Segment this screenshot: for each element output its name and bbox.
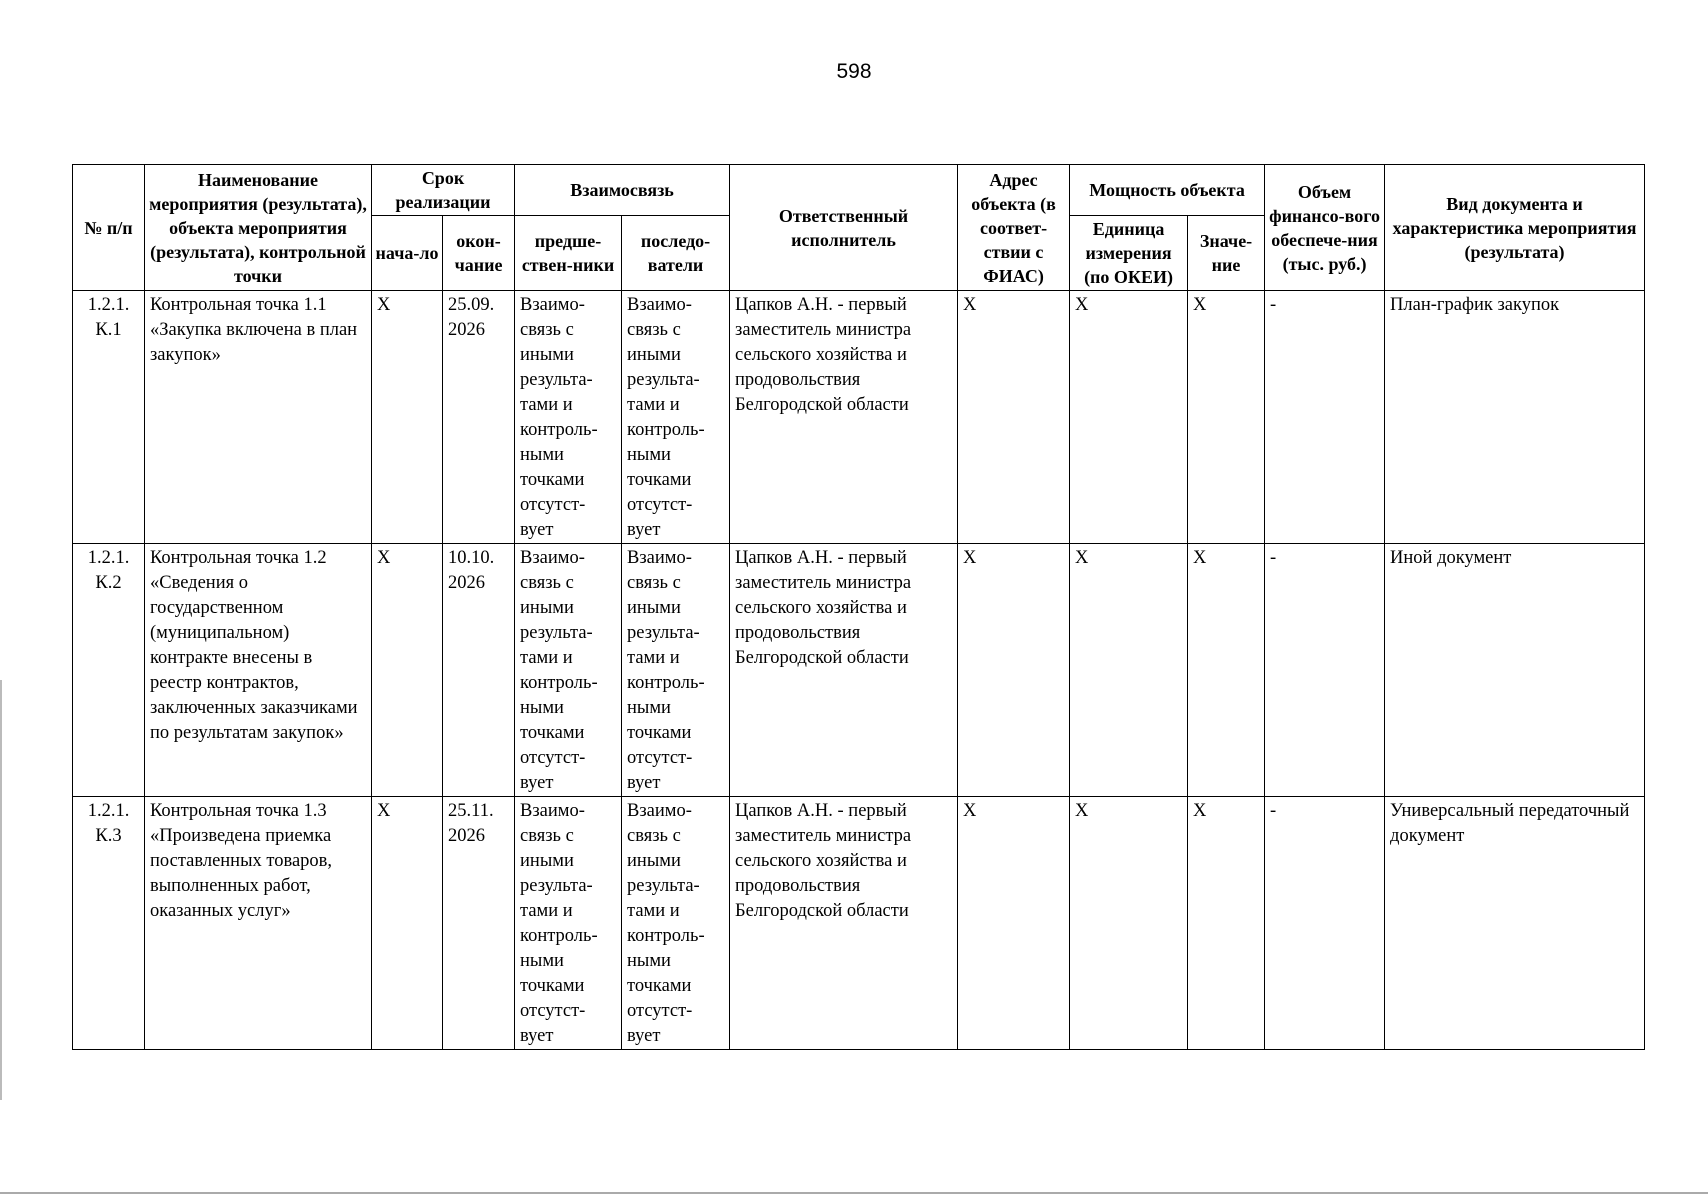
cell-unit: X (1070, 291, 1188, 544)
cell-start: X (372, 544, 443, 797)
header-address: Адрес объекта (в соответ-ствии с ФИАС) (958, 165, 1070, 291)
cell-address: X (958, 291, 1070, 544)
cell-prev: Взаимо-связь с иными результа-тами и контроль-ными точками отсутст-вует (515, 544, 622, 797)
table-row (73, 797, 1645, 1050)
cell-funding: - (1265, 544, 1385, 797)
table-row (73, 544, 1645, 797)
cell-name: Контрольная точка 1.2 «Сведения о государственном (муниципальном) контракте внесены в реестр контрактов, заключенных заказчиками по результатам закупок» (145, 544, 372, 797)
cell-address: X (958, 544, 1070, 797)
header-term: Срок реализации (372, 165, 515, 216)
cell-name: Контрольная точка 1.3 «Произведена приемка поставленных товаров, выполненных работ, оказанных услуг» (145, 797, 372, 1050)
cell-prev: Взаимо-связь с иными результа-тами и контроль-ными точками отсутст-вует (515, 797, 622, 1050)
cell-value: X (1188, 797, 1265, 1050)
header-term-start: нача-ло (372, 216, 443, 291)
header-doc-type: Вид документа и характеристика мероприятия (результата) (1385, 165, 1645, 291)
cell-value: X (1188, 291, 1265, 544)
cell-funding: - (1265, 797, 1385, 1050)
header-link: Взаимосвязь (515, 165, 730, 216)
header-link-next: последо-ватели (622, 216, 730, 291)
cell-num: 1.2.1. К.1 (73, 291, 145, 544)
cell-responsible: Цапков А.Н. - первый заместитель министра сельского хозяйства и продовольствия Белгородской области (730, 797, 958, 1050)
cell-end: 25.09. 2026 (443, 291, 515, 544)
header-capacity-value: Значе-ние (1188, 216, 1265, 291)
cell-num: 1.2.1. К.2 (73, 544, 145, 797)
cell-doc-type: План-график закупок (1385, 291, 1645, 544)
header-capacity: Мощность объекта (1070, 165, 1265, 216)
cell-value: X (1188, 544, 1265, 797)
cell-doc-type: Иной документ (1385, 544, 1645, 797)
cell-unit: X (1070, 797, 1188, 1050)
cell-next: Взаимо-связь с иными результа-тами и контроль-ными точками отсутст-вует (622, 544, 730, 797)
header-row-1 (73, 165, 1645, 216)
scan-margin-line (0, 680, 2, 1100)
cell-start: X (372, 797, 443, 1050)
cell-next: Взаимо-связь с иными результа-тами и контроль-ными точками отсутст-вует (622, 797, 730, 1050)
header-responsible: Ответственный исполнитель (730, 165, 958, 291)
cell-funding: - (1265, 291, 1385, 544)
cell-responsible: Цапков А.Н. - первый заместитель министра сельского хозяйства и продовольствия Белгородской области (730, 291, 958, 544)
cell-unit: X (1070, 544, 1188, 797)
header-num: № п/п (73, 165, 145, 291)
cell-prev: Взаимо-связь с иными результа-тами и контроль-ными точками отсутст-вует (515, 291, 622, 544)
header-funding: Объем финансо-вого обеспече-ния (тыс. руб.) (1265, 165, 1385, 291)
control-points-table (72, 164, 1645, 1050)
header-name: Наименование мероприятия (результата), объекта мероприятия (результата), контрольной точки (145, 165, 372, 291)
table-row (73, 291, 1645, 544)
cell-address: X (958, 797, 1070, 1050)
cell-start: X (372, 291, 443, 544)
cell-doc-type: Универсальный передаточный документ (1385, 797, 1645, 1050)
header-term-end: окон-чание (443, 216, 515, 291)
scan-bottom-line (0, 1192, 1708, 1194)
cell-num: 1.2.1. К.3 (73, 797, 145, 1050)
page-number: 598 (836, 60, 872, 83)
cell-next: Взаимо-связь с иными результа-тами и контроль-ными точками отсутст-вует (622, 291, 730, 544)
cell-end: 25.11. 2026 (443, 797, 515, 1050)
cell-responsible: Цапков А.Н. - первый заместитель министра сельского хозяйства и продовольствия Белгородской области (730, 544, 958, 797)
header-link-prev: предше-ствен-ники (515, 216, 622, 291)
cell-name: Контрольная точка 1.1 «Закупка включена в план закупок» (145, 291, 372, 544)
cell-end: 10.10. 2026 (443, 544, 515, 797)
header-capacity-unit: Единица измерения (по ОКЕИ) (1070, 216, 1188, 291)
